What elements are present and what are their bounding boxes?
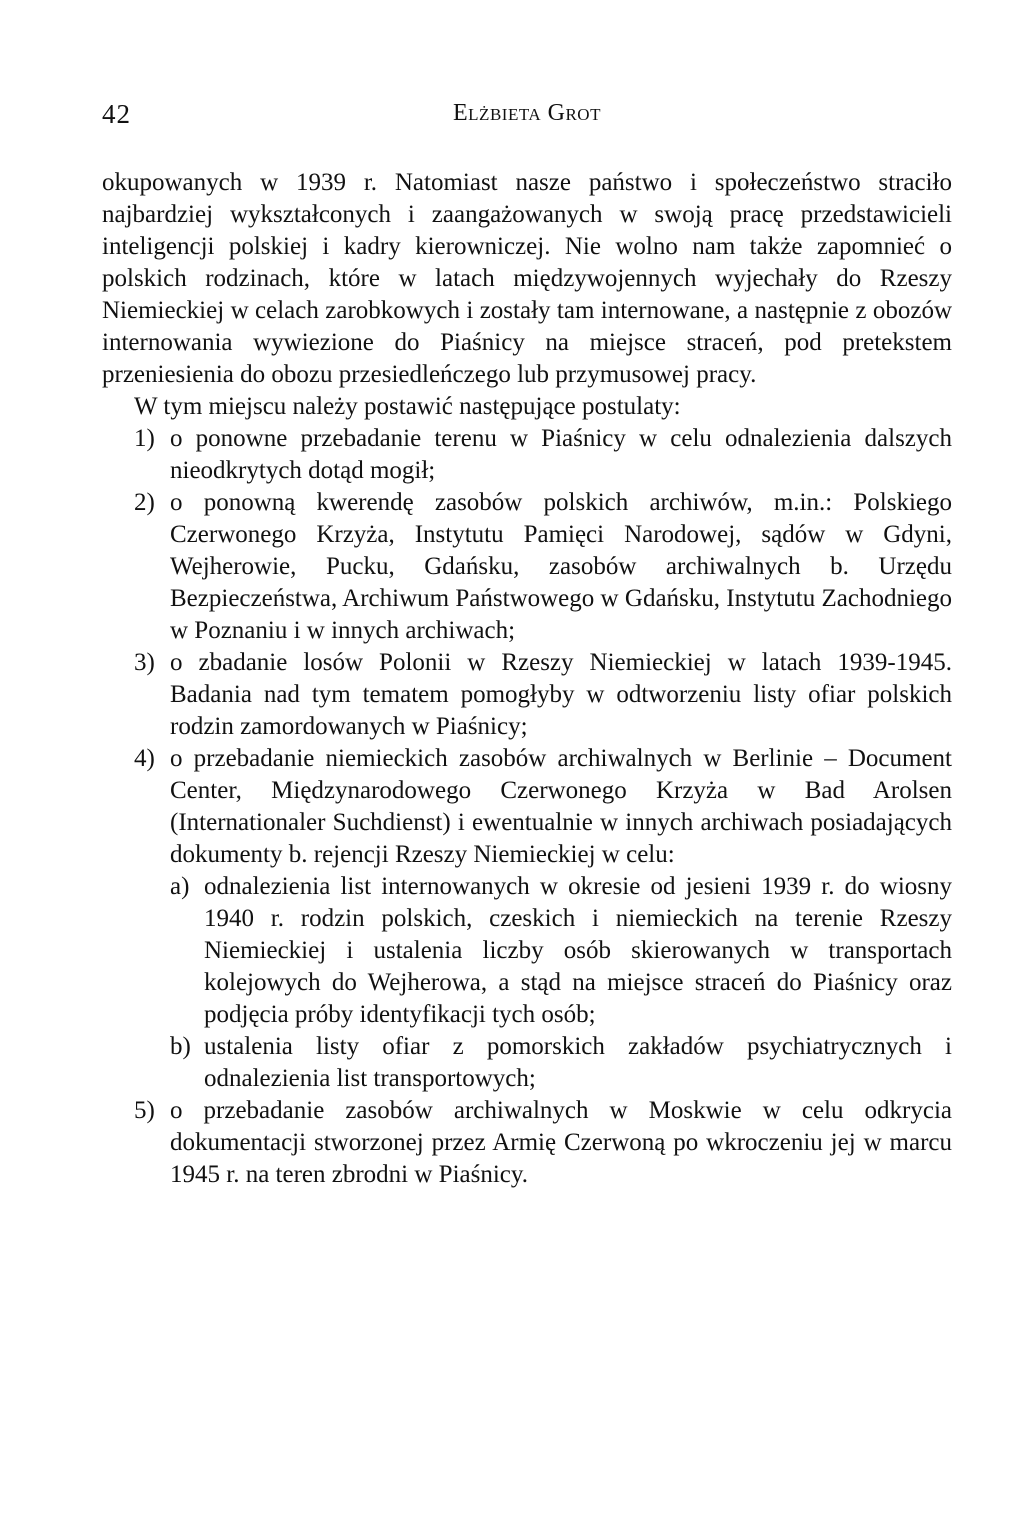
list-item [102, 1095, 952, 1191]
sublist-item-text: ustalenia listy ofiar z pomorskich zakładów psychiatrycznych i odnalezienia list transportowych; [204, 1033, 952, 1092]
page-number: 42 [102, 99, 131, 129]
list-marker: 5) [134, 1097, 155, 1124]
sublist-item-text: odnalezienia list internowanych w okresie od jesieni 1939 r. do wiosny 1940 r. rodzin polskich, czeskich i niemieckich na terenie Rzeszy Niemieckiej i ustalenia liczby osób skierowanych w transportach kolejowych do Wejherowa, a stąd na miejsce straceń do Piaśnicy oraz podjęcia próby identyfikacji tych osób; [204, 873, 952, 1028]
paragraph: okupowanych w 1939 r. Natomiast nasze państwo i społeczeństwo straciło najbardziej wykształconych i zaangażowanych w swoją pracę przedstawicieli inteligencji polskiej i kadry kierowniczej. Nie wolno nam także zapomnieć o polskich rodzinach, które w latach międzywojennych wyjechały do Rzeszy Niemieckiej w celach zarobkowych i zostały tam internowane, a następnie z obozów internowania wywiezione do Piaśnicy na miejsce straceń, pod pretekstem przeniesienia do obozu przesiedleńczego lub przymusowej pracy. [102, 169, 952, 388]
list-item [102, 423, 952, 487]
running-head: Elżbieta Grot [453, 100, 601, 126]
list-item-text: o zbadanie losów Polonii w Rzeszy Niemieckiej w latach 1939-1945. Badania nad tym tematem pomogłyby w odtworzeniu listy ofiar polskich rodzin zamordowanych w Piaśnicy; [170, 649, 952, 740]
list-item [102, 487, 952, 647]
list-item [102, 647, 952, 743]
postulates-list [102, 423, 952, 1191]
sublist-item [170, 871, 952, 1031]
sublist [170, 871, 952, 1095]
sublist-marker: a) [170, 873, 190, 900]
list-marker: 2) [134, 489, 155, 516]
list-item-text: o przebadanie niemieckich zasobów archiwalnych w Berlinie – Document Center, Międzynarodowego Czerwonego Krzyża w Bad Arolsen (Internationaler Suchdienst) i ewentualnie w innych archiwach posiadających dokumenty b. rejencji Rzeszy Niemieckiej w celu: [170, 745, 952, 868]
list-marker: 1) [134, 425, 155, 452]
list-item [102, 743, 952, 1095]
postulates-intro: W tym miejscu należy postawić następujące postulaty: [134, 393, 681, 420]
list-item-text: o ponowną kwerendę zasobów polskich archiwów, m.in.: Polskiego Czerwonego Krzyża, Instytutu Pamięci Narodowej, sądów w Gdyni, Wejherowie, Pucku, Gdańsku, zasobów archiwalnych b. Urzędu Bezpieczeństwa, Archiwum Państwowego w Gdańsku, Instytutu Zachodniego w Poznaniu i w innych archiwach; [170, 489, 952, 644]
list-item-content [170, 743, 952, 1095]
list-marker: 4) [134, 745, 155, 772]
list-marker: 3) [134, 649, 155, 676]
list-item-text: o ponowne przebadanie terenu w Piaśnicy w celu odnalezienia dalszych nieodkrytych dotąd mogił; [170, 425, 952, 484]
list-item-text: o przebadanie zasobów archiwalnych w Moskwie w celu odkrycia dokumentacji stworzonej przez Armię Czerwoną po wkroczeniu jej w marcu 1945 r. na teren zbrodni w Piaśnicy. [170, 1097, 952, 1188]
sublist-marker: b) [170, 1033, 191, 1060]
body-text [102, 167, 952, 1191]
sublist-item [170, 1031, 952, 1095]
